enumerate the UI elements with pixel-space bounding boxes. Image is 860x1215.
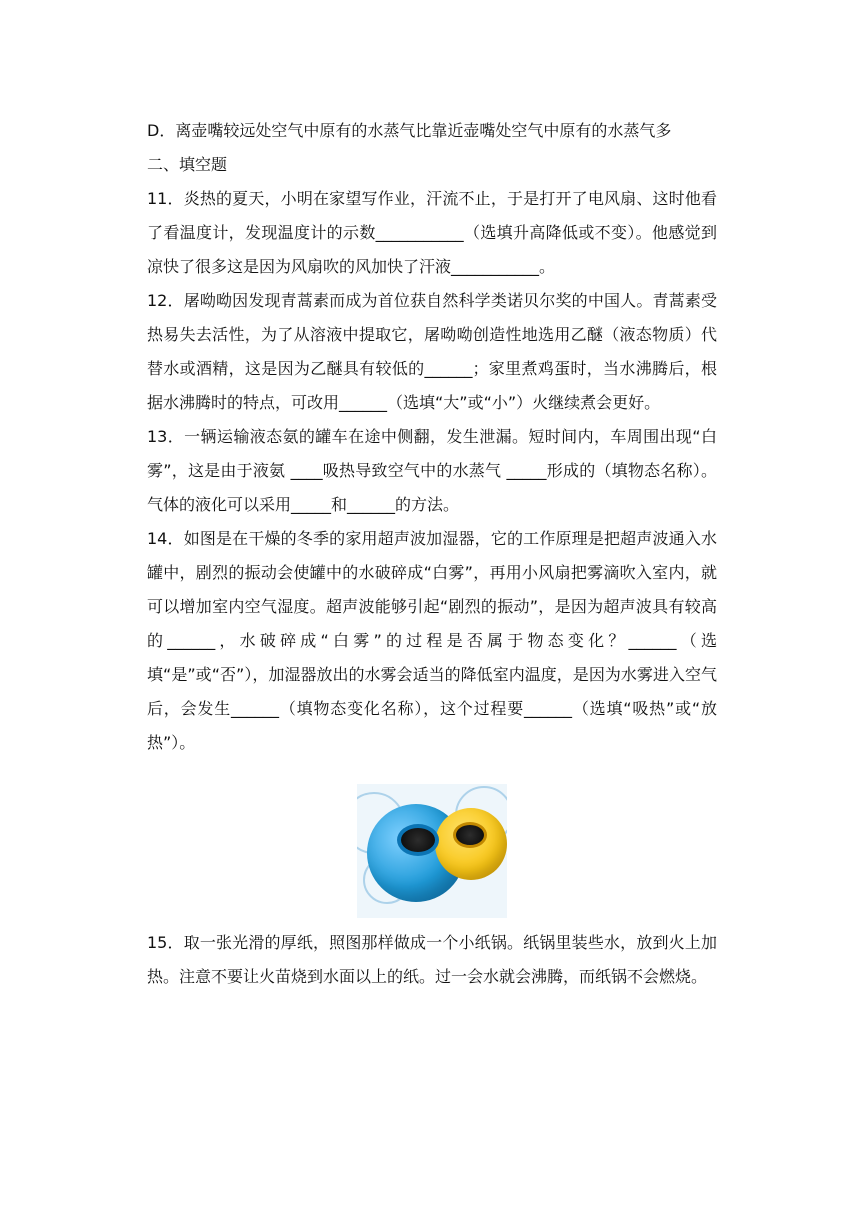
blue-humidifier-top xyxy=(397,824,439,856)
question-14: 14．如图是在干燥的冬季的家用超声波加湿器，它的工作原理是把超声波通入水罐中，剧烈的振动会使罐中的水破碎成“白雾”，再用小风扇把雾滴吹入室内，就可以增加室内空气湿度。超声波能够引起“剧烈的振动”，是因为超声波具有较高的______，水破碎成“白雾”的过程是否属于物态变化？______（选填“是”或“否”），加湿器放出的水雾会适当的降低室内温度，是因为水雾进入空气后，会发生______（填物态变化名称），这个过程要______（选填“吸热”或“放热”）。 xyxy=(147,529,717,752)
humidifier-image xyxy=(357,784,507,918)
yellow-humidifier-top xyxy=(453,822,487,848)
question-13: 13．一辆运输液态氨的罐车在途中侧翻，发生泄漏。短时间内，车周围出现“白雾”，这是由于液氨 ____吸热导致空气中的水蒸气 _____形成的（填物态名称）。气体的液化可以采用_____和______的方法。 xyxy=(147,427,717,514)
humidifier-image-wrap xyxy=(147,784,717,918)
question-12: 12．屠呦呦因发现青蒿素而成为首位获自然科学类诺贝尔奖的中国人。青蒿素受热易失去活性，为了从溶液中提取它，屠呦呦创造性地选用乙醚（液态物质）代替水或酒精，这是因为乙醚具有较低的______；家里煮鸡蛋时，当水沸腾后，根据水沸腾时的特点，可改用______（选填“大”或“小”）火继续煮会更好。 xyxy=(147,291,717,412)
document-content xyxy=(147,114,717,994)
option-d-text: D．离壶嘴较远处空气中原有的水蒸气比靠近壶嘴处空气中原有的水蒸气多 xyxy=(147,121,672,140)
question-11: 11．炎热的夏天，小明在家望写作业，汗流不止，于是打开了电风扇、这时他看了看温度计，发现温度计的示数___________（选填升高降低或不变）。他感觉到凉快了很多这是因为风扇吹的风加快了汗液___________。 xyxy=(147,189,717,276)
question-15: 15．取一张光滑的厚纸，照图那样做成一个小纸锅。纸锅里装些水，放到火上加热。注意不要让火苗烧到水面以上的纸。过一会水就会沸腾，而纸锅不会燃烧。 xyxy=(147,933,717,986)
section-title: 二、填空题 xyxy=(147,155,228,174)
